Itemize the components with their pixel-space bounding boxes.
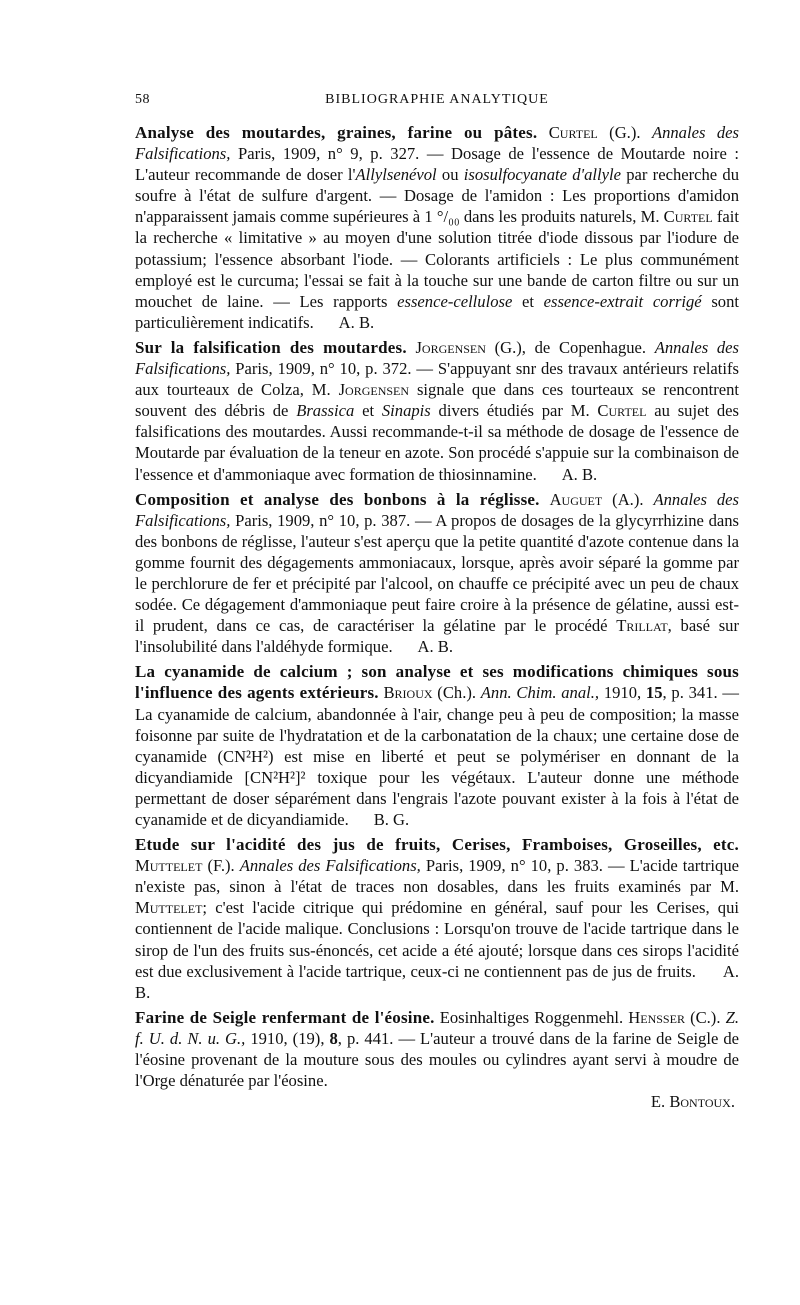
page-number: 58 (135, 92, 150, 107)
final-signature (135, 1091, 735, 1112)
entry-text: ou (436, 165, 464, 185)
entry-author-ref: Trillat (616, 616, 668, 636)
bibliography-entry (135, 1007, 739, 1091)
entry-italic: Sinapis (381, 401, 431, 421)
entry-signature: A. B. (338, 312, 375, 332)
entry-italic: isosulfocyanate d'allyle (463, 165, 621, 185)
entry-text: au sujet des falsifications des moutardes. Aussi recommande-t-il sa méthode de dosage de l'essence de Moutarde par évaluation de la teneur en azote. Son procédé s'appuie sur la combinaison de l'essence et d'ammoniaque avec formation de thiosinnamine. (135, 401, 739, 484)
entry-title: Farine de Seigle renfermant de l'éosine. (135, 1007, 435, 1027)
entry-text: , basé sur l'insolubilité dans l'aldéhyde formique. (135, 616, 739, 657)
entry-journal: Annales des Falsifications, (135, 489, 739, 530)
entry-author: Hensser (628, 1007, 685, 1027)
bibliography-entry (135, 122, 739, 333)
entry-text: , p. 441. — L'auteur a trouvé dans de la farine de Seigle de l'éosine provenant de la mouture sous des moules ou cylindres ayant servi à moudre de l'Orge dénaturée par l'éosine. (135, 1028, 739, 1091)
entry-title: Etude sur l'acidité des jus de fruits, Cerises, Framboises, Groseilles, etc. (135, 835, 739, 855)
entry-italic: essence-cellulose (397, 291, 513, 311)
bibliography-entry (135, 661, 739, 830)
bibliography-entry (135, 489, 739, 658)
entry-journal: Ann. Chim. anal., (480, 683, 600, 703)
entry-italic: essence-extrait corrigé (543, 291, 702, 311)
entry-volume: 15 (645, 683, 663, 703)
entry-text: et (512, 291, 544, 311)
entry-text: 1910, (19), (245, 1028, 330, 1048)
entry-author-rest: (G.), de Copenhague. (485, 337, 647, 357)
entry-author-rest: (C.). (684, 1007, 726, 1027)
entry-title: Analyse des moutardes, graines, farine ou pâtes. (135, 123, 538, 142)
entry-text: Paris, 1909, n° 10, p. 372. — S'appuyant snr des travaux antérieurs relatifs aux tourteaux de Colza, M. (135, 359, 739, 400)
entry-journal: Annales des Falsifications, (135, 123, 739, 164)
entry-signature: B. G. (373, 810, 410, 829)
entry-author-ref: Jorgensen (338, 380, 410, 400)
entry-signature: A. B. (135, 961, 740, 1002)
entry-journal: Z. f. U. d. N. u. G., (135, 1007, 739, 1048)
entry-signature: A. B. (561, 464, 598, 484)
entry-author: Jorgensen (415, 337, 486, 357)
entry-journal: Annales des Falsifications, (239, 856, 421, 876)
entry-text: fait la recherche « limitative » au moyen d'une solution titrée d'iode dissous par l'iodure de potassium; l'essence absorbant l'iode. — Colorants artificiels : Le plus communément employé est le curcuma; l'essai se fait à la touche sur une bande de carton filtre ou sur un mouchet de laine. — Les rapports (135, 207, 739, 311)
journal-page (135, 92, 739, 1112)
entry-text: Eosinhaltiges Roggenmehl. (434, 1007, 629, 1027)
entry-author-ref: Curtel (663, 207, 713, 227)
entry-text: sont particulièrement indicatifs. (135, 291, 740, 332)
entry-title: La cyanamide de calcium ; son analyse et ses modifications chimiques sous l'influence des agents extérieurs. (135, 662, 739, 703)
entry-volume: 8 (329, 1028, 338, 1048)
entry-italic: Allylsenévol (355, 165, 437, 185)
entry-author: Auguet (A.). (549, 489, 644, 509)
bibliography-entry (135, 337, 739, 485)
entry-signature: A. B. (417, 637, 453, 657)
bibliography-entry (135, 834, 739, 1003)
final-signature-name: Bontoux. (669, 1092, 735, 1112)
running-title: BIBLIOGRAPHIE ANALYTIQUE (325, 92, 549, 107)
entry-text: Paris, 1909, n° 9, p. 327. — Dosage de l'essence de Moutarde noire : L'auteur recommande de doser l' (135, 144, 739, 185)
entry-author-ref: Curtel (597, 401, 647, 421)
entry-title: Sur la falsification des moutardes. (135, 337, 407, 357)
entry-author-rest: (Ch.). (432, 683, 481, 703)
entry-text: par recherche du soufre à l'état de sulfure d'argent. — Dosage de l'amidon : Les proportions d'amidon n'apparaissent jamais comme supérieures à 1 °/₀₀ dans les produits naturels, M. (135, 165, 740, 227)
entry-text: Paris, 1909, n° 10, p. 383. — L'acide tartrique n'existe pas, sinon à l'état de traces non dosables, dans les fruits examinés par M. (135, 856, 739, 897)
entry-text: signale que dans ces tourteaux se rencontrent souvent des débris de (135, 380, 739, 421)
entry-author-ref: Muttelet (135, 898, 203, 918)
entry-author: Brioux (383, 683, 433, 703)
entry-text: ; c'est l'acide citrique qui prédomine en général, sauf pour les Cerises, qui contiennent de l'acide malique. Conclusions : Lorsqu'on trouve de l'acide tartrique dans le sirop de l'un des fruits sus-énoncés, cet acide a été ajouté; lorsque dans ces sirops l'acidité est due exclusivement à l'acide tartrique, ceux-ci ne contiennent pas de jus de fruits. (135, 898, 739, 981)
entry-journal: Annales des Falsifications, (135, 337, 740, 379)
entry-italic: Brassica (296, 401, 355, 421)
entry-text: , p. 341. — La cyanamide de calcium, abandonnée à l'air, change peu à peu de composition; la masse foisonne par suite de l'hydratation et de la carbonatation de la chaux; une certaine dose de cyanamide (CN²H²) est mise en liberté et peut se polymériser en donnant de la dicyandiamide [CN²H²]² toxique pour les végétaux. L'auteur donne une méthode permettant de doser séparément dans l'engrais l'azote pouvant exister à la fois à l'état de cyanamide et de dicyandiamide. (135, 683, 739, 829)
entry-text: divers étudiés par M. (430, 401, 598, 421)
page-header (135, 92, 739, 118)
entry-author: Curtel (G.). (548, 123, 641, 142)
entry-text: Paris, 1909, n° 10, p. 387. — A propos de dosages de la glycyrrhizine dans des bonbons de réglisse, l'auteur s'est aperçu que la petite quantité d'azote contenue dans la gomme fournit des dégagements ammoniacaux, lorsque, après avoir séparé la gomme par le perchlorure de fer et précipité par l'alcool, on chauffe ce précipité avec un peu de chaux sodée. Ce dégagement d'ammoniaque peut faire croire à la présence de gélatine, aussi est-il prudent, dans ce cas, de caractériser la gélatine par le procédé (135, 510, 739, 636)
entry-title: Composition et analyse des bonbons à la réglisse. (135, 489, 540, 509)
entry-text: 1910, (599, 683, 646, 703)
final-signature-initial: E. (650, 1092, 670, 1112)
entry-text: et (354, 401, 382, 421)
entry-author: Muttelet (F.). (135, 856, 235, 876)
